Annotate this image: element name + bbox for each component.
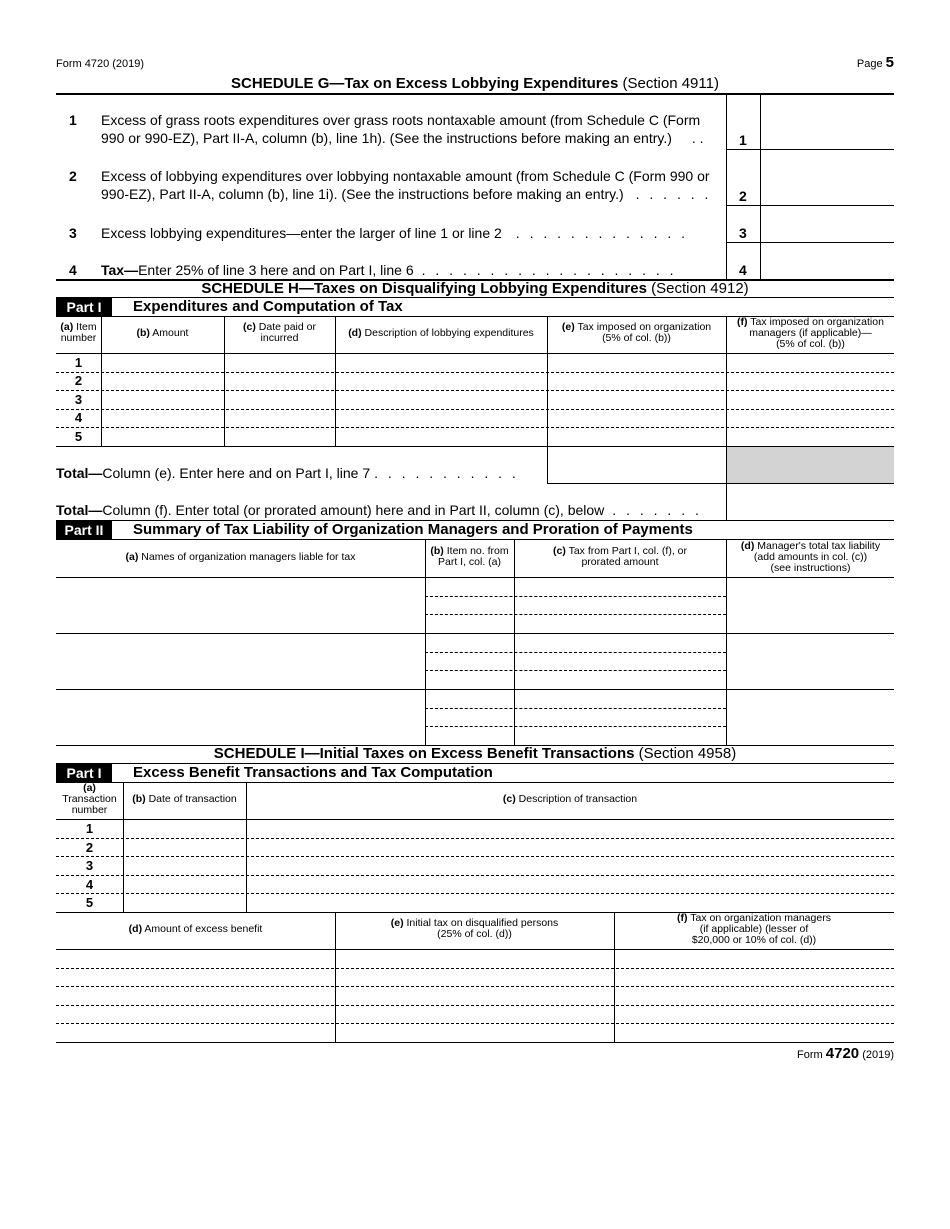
h2-col-a-header xyxy=(56,552,425,563)
col-text: number xyxy=(60,332,97,344)
h-part1-title: Expenditures and Computation of Tax xyxy=(133,298,403,315)
col-text: prorated amount xyxy=(581,556,659,568)
g-line-4-text-a: Enter 25% of line 3 here and on Part I, line 6 xyxy=(138,262,414,278)
h2-col-divider-b xyxy=(514,539,515,745)
page-indicator xyxy=(857,54,894,71)
page-number: 5 xyxy=(885,54,894,71)
col-text: (25% of col. (d)) xyxy=(437,928,512,940)
divider xyxy=(56,633,894,634)
g-line-4-box-label: 4 xyxy=(739,262,747,278)
h-col-c-header xyxy=(224,322,335,344)
i-col-e-header xyxy=(335,918,614,940)
col-text: (if applicable) (lesser of xyxy=(699,923,809,935)
g-line-4-bold: Tax— xyxy=(101,262,139,278)
g-line-1-amount-field[interactable] xyxy=(762,95,893,148)
total-text: Column (f). Enter total (or prorated amount) here and in Part II, column (c), below xyxy=(102,502,605,518)
h-total-e xyxy=(56,465,519,481)
g-line-4-amount-field[interactable] xyxy=(762,243,893,278)
col-letter: (a) xyxy=(125,551,139,563)
leader-dots: . . . . . . . . . . . . . xyxy=(515,225,689,241)
g-line-3-number: 3 xyxy=(69,225,77,241)
schedule-h-title xyxy=(56,280,894,297)
i-row-number: 3 xyxy=(85,858,94,873)
page-word: Page xyxy=(856,58,883,70)
row-divider xyxy=(56,893,894,894)
row-divider xyxy=(56,1023,894,1024)
g-line-2-text-a: Excess of lobbying expenditures over lobbying nontaxable amount (from Schedule C (Form 990 or xyxy=(101,168,710,184)
divider xyxy=(56,1042,894,1043)
col-text: (add amounts in col. (c)) xyxy=(753,551,868,563)
divider xyxy=(56,353,894,354)
schedule-g-title-text: SCHEDULE G—Tax on Excess Lobbying Expenditures xyxy=(231,75,619,92)
schedule-h-section: (Section 4912) xyxy=(651,280,749,297)
shaded-box xyxy=(727,447,894,483)
row-divider xyxy=(425,670,726,671)
col-letter: (c) xyxy=(552,545,566,557)
col-text: number xyxy=(71,804,108,816)
divider xyxy=(56,949,894,950)
g-line-2-box-label: 2 xyxy=(739,188,747,204)
col-letter: (e) xyxy=(390,917,404,929)
schedule-h-title-text: SCHEDULE H—Taxes on Disqualifying Lobbying Expenditures xyxy=(201,280,647,297)
row-divider xyxy=(56,390,894,391)
i-col-f-header xyxy=(614,913,894,946)
col-letter: (d) xyxy=(128,923,143,935)
col-text: Item xyxy=(76,321,97,333)
row-divider xyxy=(56,986,894,987)
g-line-1-number: 1 xyxy=(69,112,77,128)
g-line-1-text xyxy=(101,111,704,147)
col-text: incurred xyxy=(260,332,299,344)
footer-form-number: 4720 xyxy=(825,1045,860,1062)
h-col-b-header xyxy=(101,328,224,339)
col-text: (5% of col. (b)) xyxy=(602,332,671,344)
g-line-2-text xyxy=(101,167,711,203)
total-bold: Total— xyxy=(56,465,103,481)
row-divider xyxy=(425,614,726,615)
row-divider xyxy=(56,856,894,857)
form-footer xyxy=(797,1045,894,1062)
i-part1-title: Excess Benefit Transactions and Tax Computation xyxy=(133,764,493,781)
h-col-f-header xyxy=(727,317,894,350)
i-row-number: 2 xyxy=(85,840,94,855)
row-divider xyxy=(56,968,894,969)
row-divider xyxy=(56,875,894,876)
col-letter: (d) xyxy=(348,327,362,339)
col-text: Tax imposed on organization xyxy=(577,321,712,333)
h-total-e-field[interactable] xyxy=(548,447,725,483)
divider xyxy=(56,819,894,820)
g-line-2-number: 2 xyxy=(69,168,77,184)
col-letter: (b) xyxy=(430,545,444,557)
row-divider xyxy=(56,1005,894,1006)
row-divider xyxy=(56,409,894,410)
col-text: Date paid or xyxy=(258,321,316,333)
col-text: $20,000 or 10% of col. (d)) xyxy=(691,934,817,946)
col-letter: (f) xyxy=(737,316,748,328)
col-text: Date of transaction xyxy=(148,793,237,805)
divider xyxy=(56,689,894,690)
h-col-a-header xyxy=(56,322,101,344)
g-line-3-box-label: 3 xyxy=(739,225,747,241)
footer-year: (2019) xyxy=(862,1049,894,1061)
h2-col-c-header xyxy=(514,546,726,568)
total-text: Column (e). Enter here and on Part I, line 7 xyxy=(102,465,371,481)
row-divider xyxy=(425,726,726,727)
row-divider xyxy=(56,372,894,373)
divider xyxy=(56,782,894,783)
col-text: Tax imposed on organization xyxy=(750,316,884,328)
col-letter: (d) xyxy=(740,540,755,552)
h-row-number: 4 xyxy=(74,410,83,425)
total-bold: Total— xyxy=(56,502,103,518)
h-row-number: 3 xyxy=(74,392,83,407)
h2-col-d-header xyxy=(727,541,894,574)
h2-col-divider-a xyxy=(425,539,426,745)
h-row-number: 1 xyxy=(74,355,83,370)
g-line-2-text-b: 990-EZ), Part II-A, column (b), line 1i). (See the instructions before making an entry.) xyxy=(101,186,624,202)
g-box-divider-right xyxy=(760,94,761,279)
col-text: Manager's total tax liability xyxy=(757,540,881,552)
col-letter: (b) xyxy=(132,793,146,805)
col-letter: (a) xyxy=(83,782,96,794)
col-text: Description of lobbying expenditures xyxy=(364,327,534,339)
row-divider xyxy=(56,838,894,839)
h-total-f xyxy=(56,502,702,518)
leader-dots: . . . . . . . . . . . . . . . . . . . xyxy=(421,262,677,278)
i-row-number: 5 xyxy=(85,895,94,910)
col-text: Amount of excess benefit xyxy=(144,923,263,935)
g-line-3-amount-field[interactable] xyxy=(762,206,893,241)
col-text: Item no. from xyxy=(446,545,509,557)
col-letter: (e) xyxy=(561,321,575,333)
g-line-1-text-b: 990 or 990-EZ), Part II-A, column (b), line 1h). (See the instructions before making an entry.) xyxy=(101,130,672,146)
col-text: managers (if applicable)— xyxy=(749,327,872,339)
h-part2-title: Summary of Tax Liability of Organization Managers and Proration of Payments xyxy=(133,521,693,538)
schedule-g-section: (Section 4911) xyxy=(622,75,719,92)
divider xyxy=(56,577,894,578)
h-part2-label: Part II xyxy=(56,521,112,539)
leader-dots: . . . . . . . xyxy=(612,502,702,518)
col-text: (5% of col. (b)) xyxy=(776,338,845,350)
col-text: (see instructions) xyxy=(770,562,851,574)
h-part1-label: Part I xyxy=(56,298,112,316)
g-box-divider-left xyxy=(726,94,727,279)
row-divider xyxy=(425,652,726,653)
col-text: Transaction xyxy=(62,793,117,805)
row-divider xyxy=(425,708,726,709)
h-col-e-header xyxy=(547,322,726,344)
col-text: Names of organization managers liable for tax xyxy=(141,551,356,563)
leader-dots: . . . . . . . . . . . xyxy=(374,465,519,481)
g-line-1-box-label: 1 xyxy=(739,132,747,148)
g-line-3-text xyxy=(101,225,688,241)
col-text: Amount xyxy=(152,327,189,339)
i-part1-label: Part I xyxy=(56,764,112,782)
g-line-4-text xyxy=(101,262,677,278)
schedule-g-title xyxy=(56,75,894,92)
i-col-c-header xyxy=(246,794,894,805)
row-divider xyxy=(425,596,726,597)
col-letter: (b) xyxy=(136,327,150,339)
col-text: Description of transaction xyxy=(518,793,638,805)
h-row-number: 5 xyxy=(74,429,83,444)
form-header-label: Form 4720 (2019) xyxy=(56,58,145,70)
g-line-2-amount-field[interactable] xyxy=(762,150,893,204)
i-col-b-header xyxy=(123,794,246,805)
h-col-d-header xyxy=(335,328,547,339)
col-text: Tax from Part I, col. (f), or xyxy=(568,545,688,557)
footer-form-word: Form xyxy=(797,1049,823,1061)
leader-dots: . . . . . . xyxy=(635,186,712,202)
schedule-i-title xyxy=(56,745,894,762)
col-letter: (a) xyxy=(60,321,74,333)
g-line-3-text-a: Excess lobbying expenditures—enter the larger of line 1 or line 2 xyxy=(101,225,502,241)
col-letter: (c) xyxy=(502,793,516,805)
h-total-f-field[interactable] xyxy=(727,484,894,519)
g-line-1-text-a: Excess of grass roots expenditures over grass roots nontaxable amount (from Schedule C (Form xyxy=(101,112,701,128)
i-col-a-header xyxy=(56,783,123,816)
col-text: Initial tax on disqualified persons xyxy=(406,917,559,929)
i-col-d-header xyxy=(56,924,335,935)
col-letter: (c) xyxy=(243,321,256,333)
h2-col-b-header xyxy=(425,546,514,568)
g-line-4-number: 4 xyxy=(69,262,77,278)
col-letter: (f) xyxy=(677,912,688,924)
leader-dots: . . xyxy=(691,130,704,146)
h-row-number: 2 xyxy=(74,373,83,388)
i-row-number: 4 xyxy=(85,877,94,892)
col-text: Part I, col. (a) xyxy=(437,556,501,568)
i-row-number: 1 xyxy=(85,821,94,836)
col-text: Tax on organization managers xyxy=(690,912,831,924)
row-divider xyxy=(56,427,894,428)
schedule-i-section: (Section 4958) xyxy=(638,745,737,762)
schedule-i-title-text: SCHEDULE I—Initial Taxes on Excess Benefit Transactions xyxy=(213,745,635,762)
